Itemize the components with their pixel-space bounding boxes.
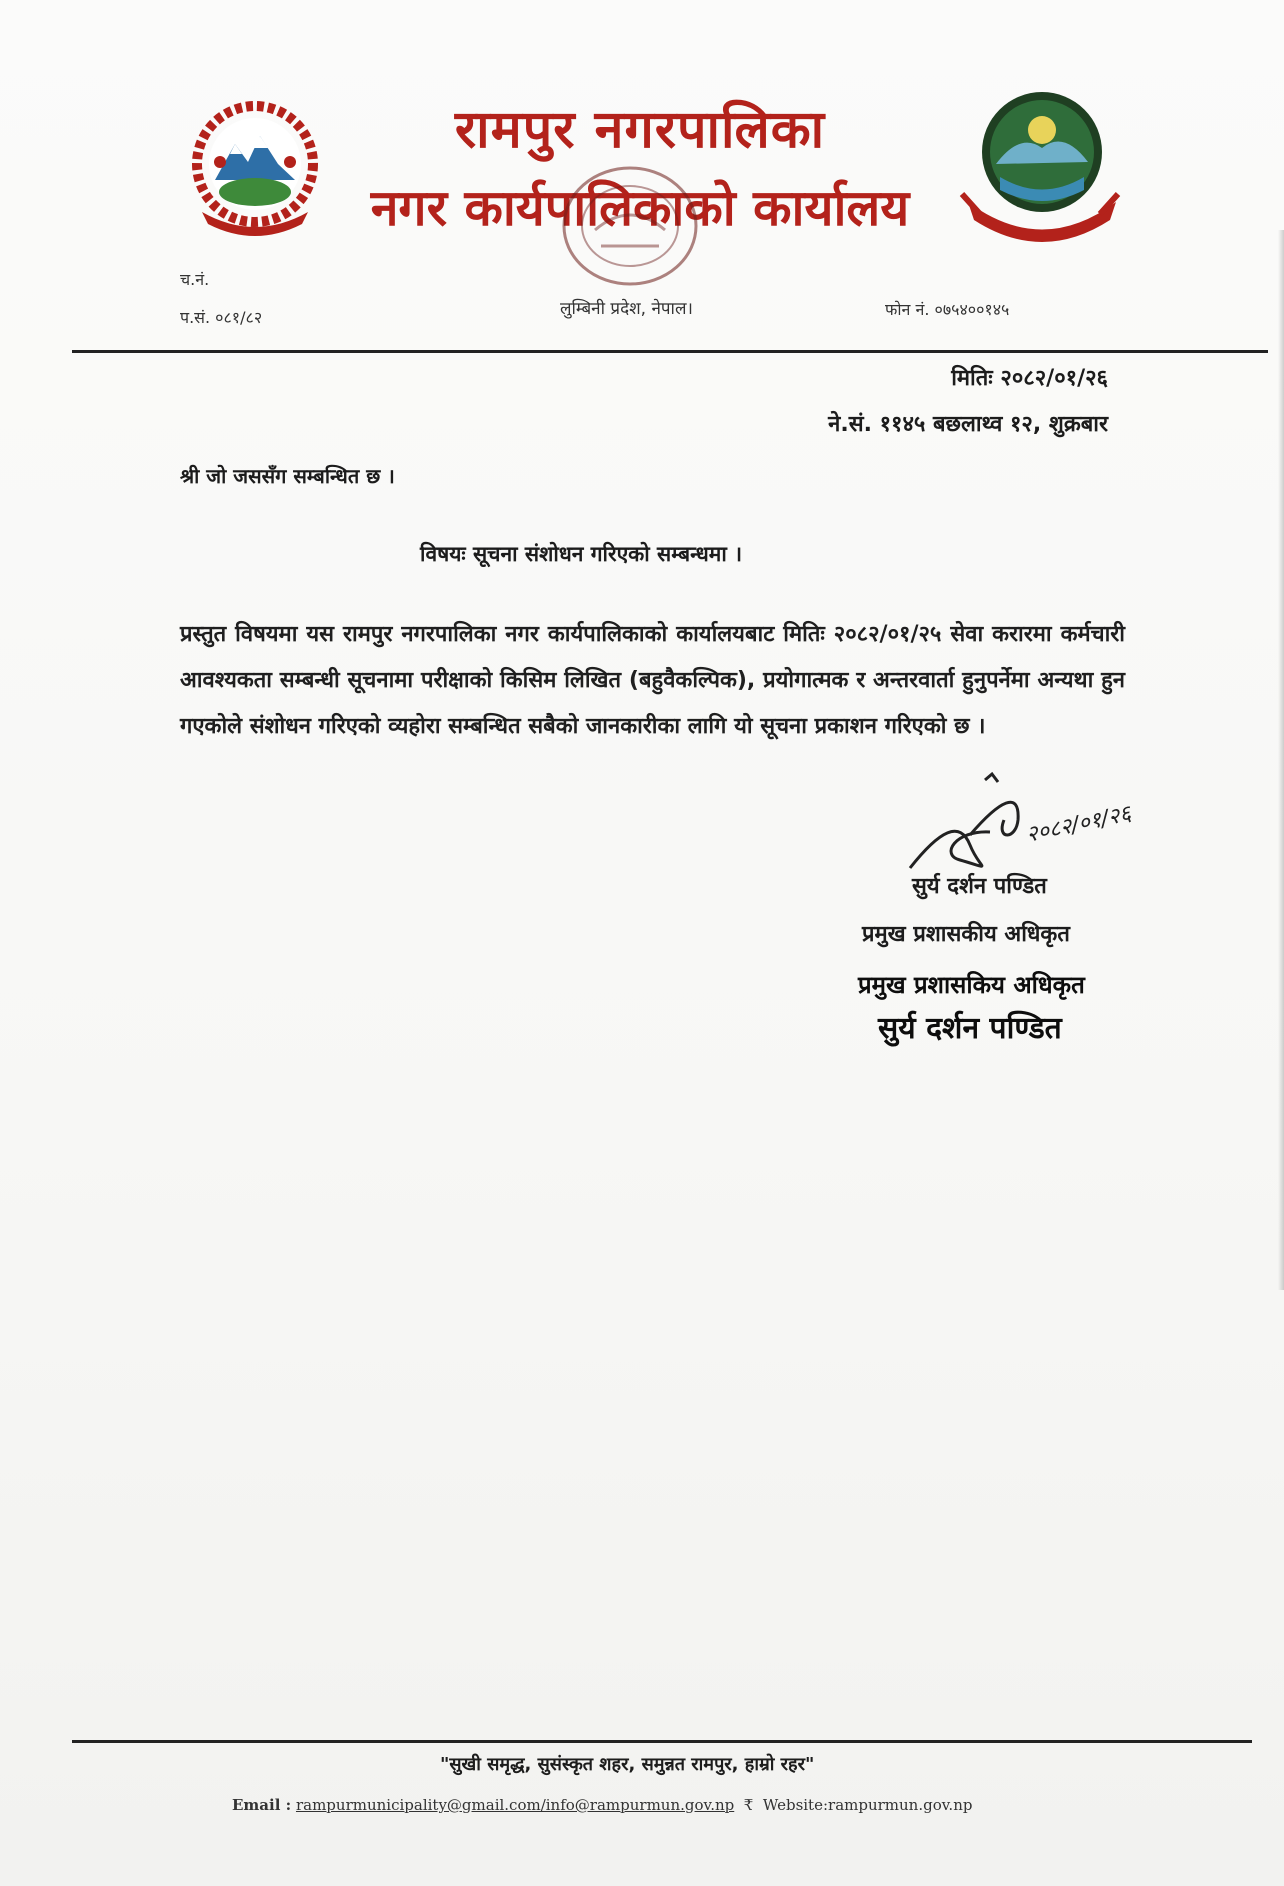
- office-phone: फोन नं. ०७५४००१४५: [885, 300, 1010, 319]
- municipality-name: रामपुर नगरपालिका: [454, 99, 826, 160]
- handwritten-signature: [900, 760, 1140, 880]
- nepal-emblem-icon: [180, 92, 330, 242]
- handwritten-date: २०८२/०१/२६: [1024, 801, 1134, 848]
- page-edge-shadow: [1278, 230, 1284, 1290]
- signer-name: सुर्य दर्शन पण्डित: [912, 874, 1047, 899]
- footer-separator: ₹: [743, 1796, 754, 1814]
- website-link[interactable]: Website:rampurmun.gov.np: [762, 1796, 973, 1814]
- official-stamp-name: सुर्य दर्शन पण्डित: [878, 1011, 1062, 1046]
- letter-date: मितिः २०८२/०१/२६: [951, 366, 1108, 391]
- body-paragraph: प्रस्तुत विषयमा यस रामपुर नगरपालिका नगर कार्यपालिकाको कार्यालयबाट मितिः २०८२/०१/२५ सेवा करारमा कर्मचारी आवश्यकता सम्बन्धी सूचनामा परीक्षाको किसिम लिखित (बहुवैकल्पिक), प्रयोगात्मक र अन्तरवार्ता हुनुपर्नेमा अन्यथा हुन गएकोले संशोधन गरिएको व्यहोरा सम्बन्धित सबैको जानकारीका लागि यो सूचना प्रकाशन गरिएको छ ।: [180, 622, 1125, 739]
- email-link[interactable]: rampurmunicipality@gmail.com/info@rampurmun.gov.np: [295, 1796, 735, 1814]
- subject-line: विषयः सूचना संशोधन गरिएको सम्बन्धमा ।: [420, 542, 743, 566]
- footer-contact: [232, 1796, 972, 1814]
- signer-title: प्रमुख प्रशासकीय अधिकृत: [862, 922, 1070, 947]
- nepal-sambat-date: ने.सं. ११४५ बछलाथ्व १२, शुक्रबार: [828, 412, 1108, 437]
- office-name: नगर कार्यपालिकाको कार्यालय: [370, 178, 910, 237]
- official-stamp-title: प्रमुख प्रशासकिय अधिकृत: [858, 971, 1085, 999]
- email-label: Email :: [232, 1796, 292, 1814]
- letterhead-divider: [72, 350, 1268, 353]
- footer-divider: [72, 1740, 1252, 1743]
- recipient-line: श्री जो जससँग सम्बन्धित छ ।: [180, 464, 395, 488]
- fiscal-year-number: प.सं. ०८१/८२: [180, 308, 263, 327]
- footer-slogan: "सुखी समृद्ध, सुसंस्कृत शहर, समुन्नत रामपुर, हाम्रो रहर": [440, 1754, 815, 1775]
- office-stamp-icon: [555, 160, 705, 295]
- office-address: लुम्बिनी प्रदेश, नेपाल।: [560, 299, 693, 319]
- municipality-logo-icon: [950, 82, 1130, 262]
- reference-number: च.नं.: [180, 270, 210, 289]
